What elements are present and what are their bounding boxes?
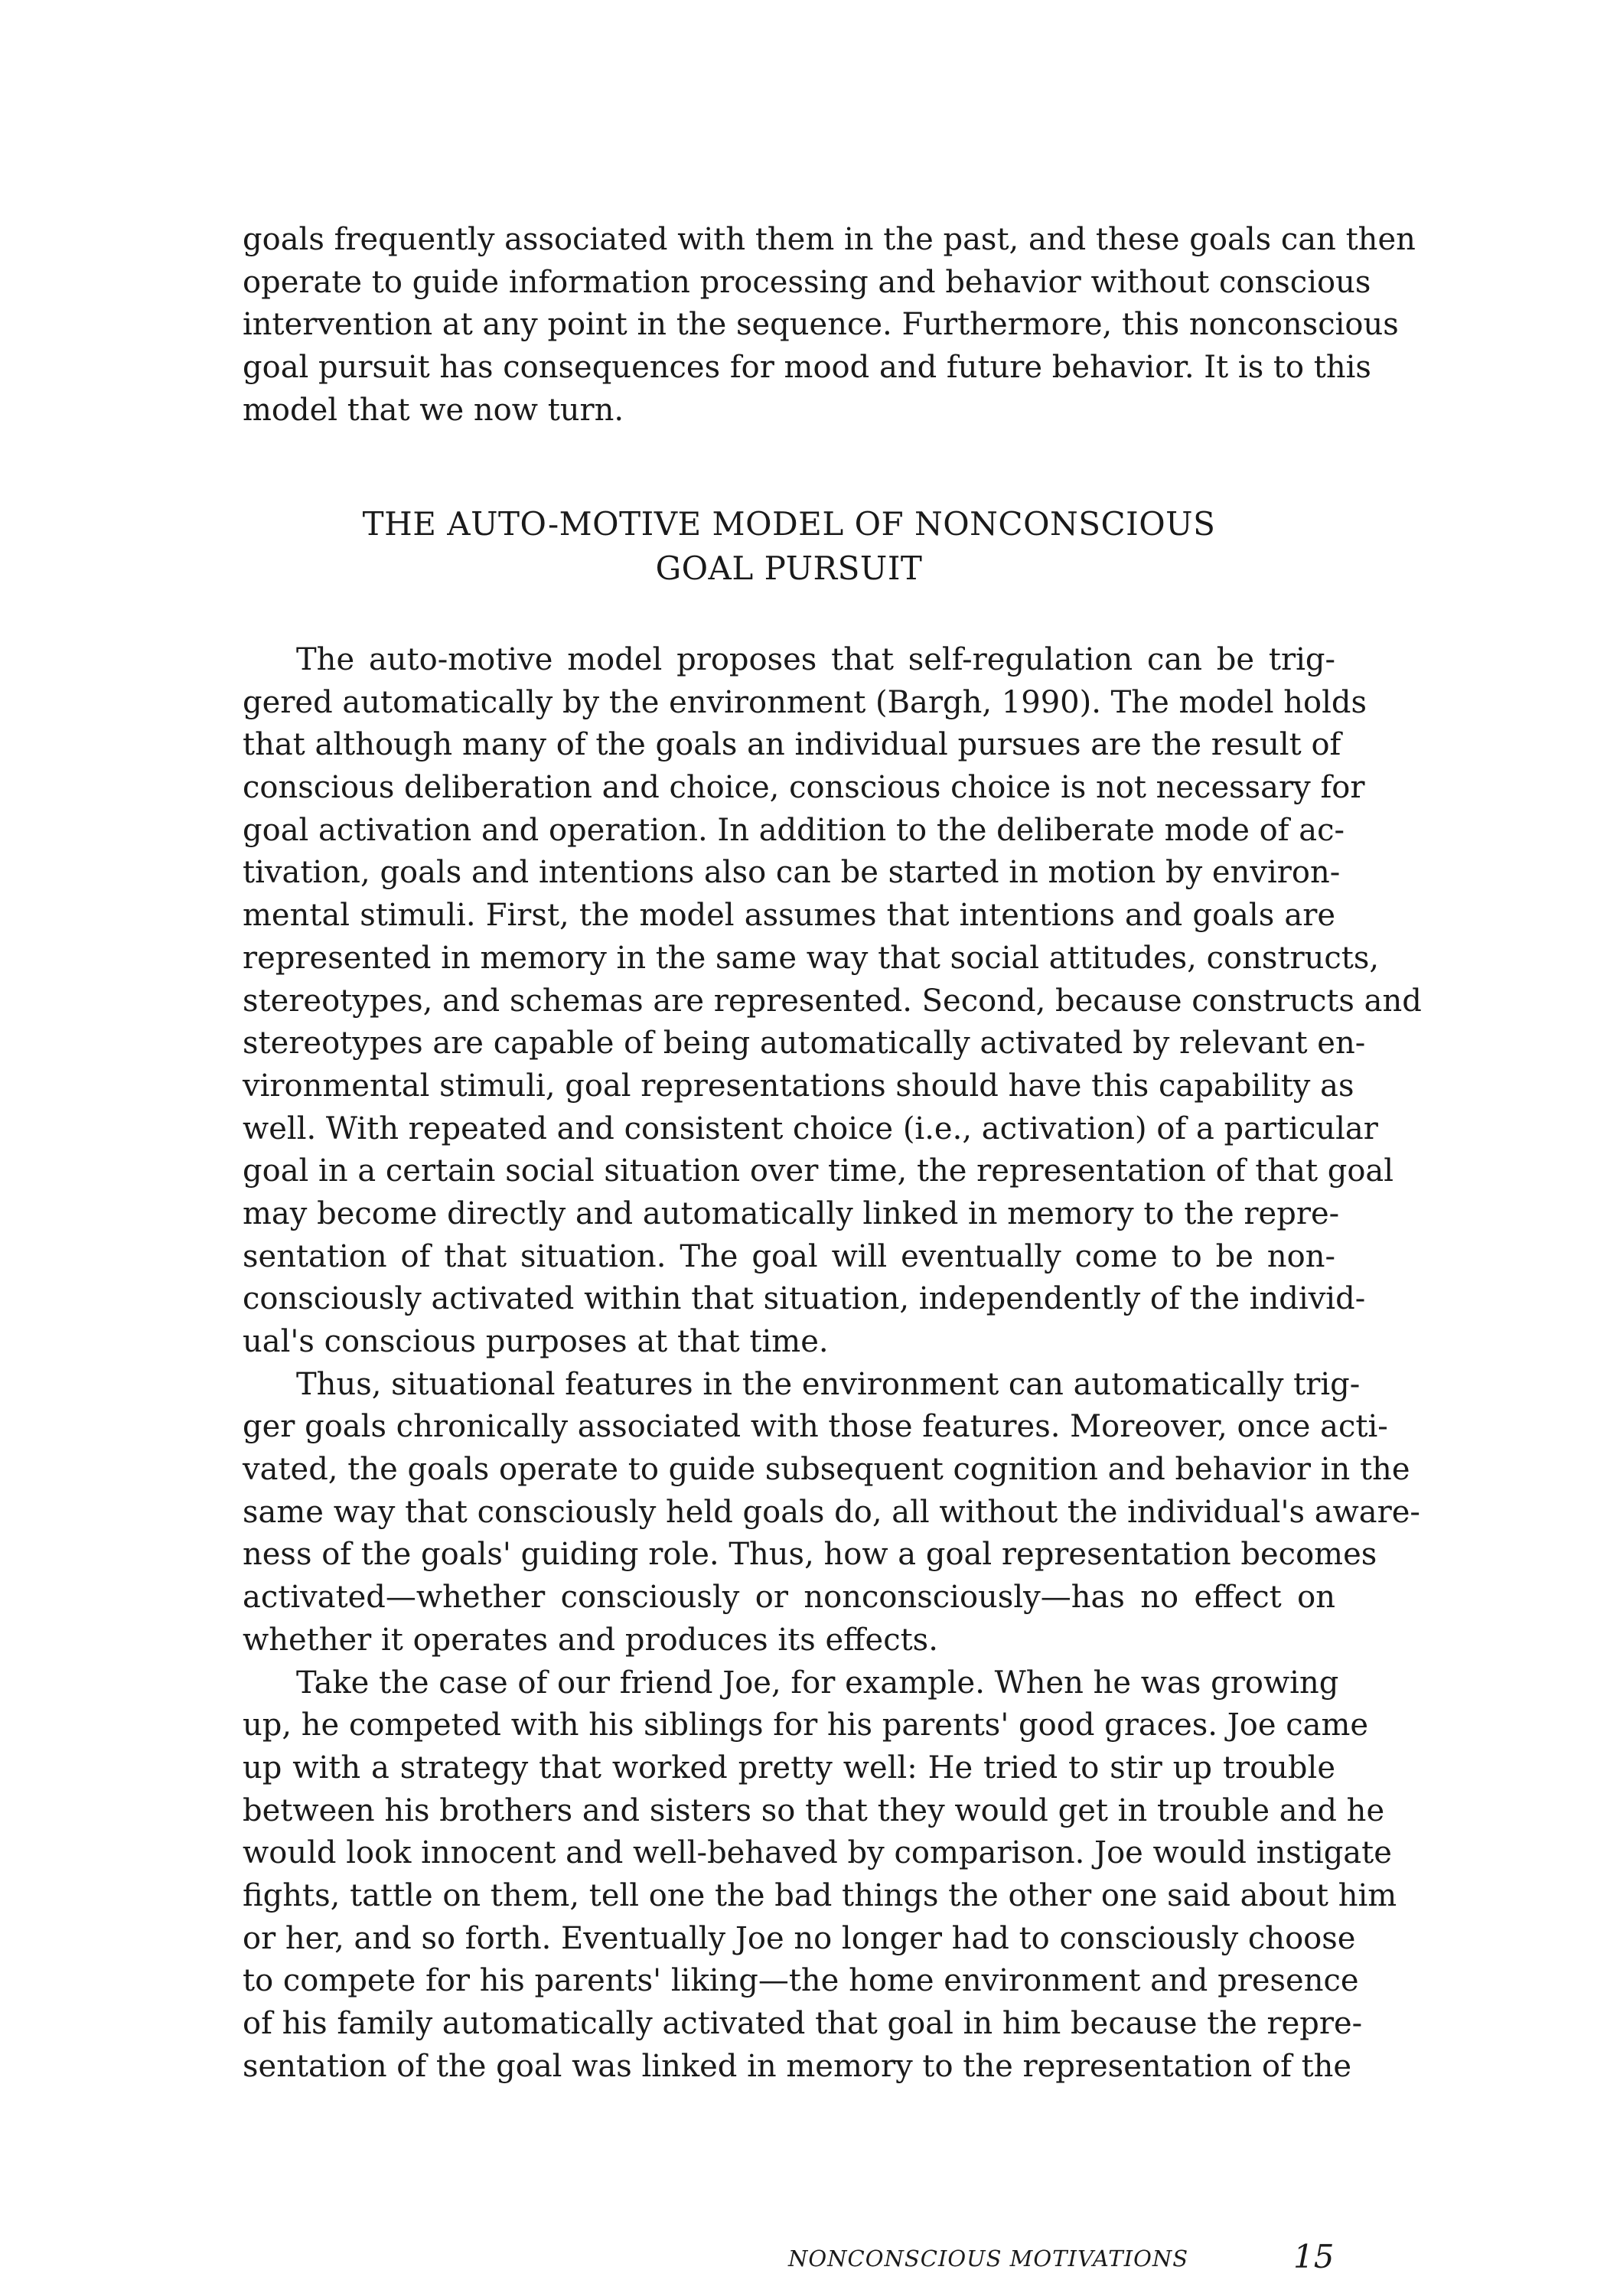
text-line: intervention at any point in the sequence. Furthermore, this nonconscious bbox=[243, 307, 1399, 343]
text-line: fights, tattle on them, tell one the bad things the other one said about him bbox=[243, 1877, 1397, 1913]
text-line: up, he competed with his siblings for his parents' good graces. Joe came bbox=[243, 1707, 1369, 1743]
text-line: to compete for his parents' liking—the home environment and presence bbox=[243, 1963, 1359, 1999]
text-line: that although many of the goals an individual pursues are the result of bbox=[243, 727, 1341, 763]
text-line: may become directly and automatically linked in memory to the repre- bbox=[243, 1195, 1340, 1231]
text-line: sentation of the goal was linked in memory to the representation of the bbox=[243, 2048, 1352, 2084]
running-footer-title: NONCONSCIOUS MOTIVATIONS bbox=[788, 2245, 1189, 2272]
text-line: model that we now turn. bbox=[243, 392, 624, 428]
text-line: same way that consciously held goals do, all without the individual's aware- bbox=[243, 1494, 1420, 1530]
text-line: up with a strategy that worked pretty well: He tried to stir up trouble bbox=[243, 1750, 1335, 1786]
paragraph bbox=[243, 1364, 1420, 1662]
page-number: 15 bbox=[1293, 2238, 1335, 2275]
text-line: goal activation and operation. In addition to the deliberate mode of ac- bbox=[243, 812, 1345, 848]
text-line: stereotypes, and schemas are represented. Second, because constructs and bbox=[243, 983, 1422, 1019]
text-line: represented in memory in the same way that social attitudes, constructs, bbox=[243, 940, 1380, 976]
text-line: goals frequently associated with them in the past, and these goals can then bbox=[243, 222, 1416, 257]
text-line: Thus, situational features in the environment can automatically trig- bbox=[296, 1366, 1361, 1402]
text-line: Take the case of our friend Joe, for example. When he was growing bbox=[296, 1665, 1339, 1701]
section-body bbox=[243, 639, 1422, 2088]
text-line: mental stimuli. First, the model assumes that intentions and goals are bbox=[243, 898, 1335, 934]
section-heading-line: THE AUTO-MOTIVE MODEL OF NONCONSCIOUS bbox=[362, 505, 1216, 543]
text-line: between his brothers and sisters so that they would get in trouble and he bbox=[243, 1792, 1385, 1828]
paragraph bbox=[243, 1662, 1397, 2089]
text-line: ger goals chronically associated with those features. Moreover, once acti- bbox=[243, 1409, 1388, 1445]
text-line: The auto-motive model proposes that self-regulation can be trig- bbox=[296, 642, 1335, 677]
text-line: goal pursuit has consequences for mood and future behavior. It is to this bbox=[243, 350, 1371, 386]
text-line: conscious deliberation and choice, conscious choice is not necessary for bbox=[243, 770, 1365, 806]
text-line: gered automatically by the environment (Bargh, 1990). The model holds bbox=[243, 684, 1367, 720]
paragraph bbox=[243, 639, 1422, 1364]
text-line: would look innocent and well-behaved by comparison. Joe would instigate bbox=[243, 1835, 1392, 1871]
text-line: vated, the goals operate to guide subsequent cognition and behavior in the bbox=[243, 1452, 1410, 1488]
section-heading-line: GOAL PURSUIT bbox=[655, 550, 923, 587]
text-line: operate to guide information processing and behavior without conscious bbox=[243, 264, 1371, 300]
text-line: consciously activated within that situation, independently of the individ- bbox=[243, 1281, 1366, 1317]
text-line: ual's conscious purposes at that time. bbox=[243, 1324, 829, 1359]
text-line: well. With repeated and consistent choice (i.e., activation) of a particular bbox=[243, 1110, 1378, 1146]
text-line: activated—whether consciously or nonconsciously—has no effect on bbox=[243, 1580, 1335, 1616]
text-line: sentation of that situation. The goal will eventually come to be non- bbox=[243, 1238, 1335, 1274]
text-line: tivation, goals and intentions also can be started in motion by environ- bbox=[243, 855, 1341, 891]
text-line: goal in a certain social situation over time, the representation of that goal bbox=[243, 1153, 1394, 1189]
text-line: stereotypes are capable of being automatically activated by relevant en- bbox=[243, 1026, 1366, 1062]
section-heading bbox=[243, 502, 1335, 591]
text-line: of his family automatically activated that goal in him because the repre- bbox=[243, 2006, 1363, 2041]
intro-paragraph bbox=[243, 219, 1416, 432]
text-line: whether it operates and produces its effects. bbox=[243, 1622, 938, 1658]
text-line: ness of the goals' guiding role. Thus, how a goal representation becomes bbox=[243, 1537, 1377, 1573]
text-line: or her, and so forth. Eventually Joe no longer had to consciously choose bbox=[243, 1920, 1356, 1956]
text-line: vironmental stimuli, goal representations should have this capability as bbox=[243, 1068, 1354, 1104]
